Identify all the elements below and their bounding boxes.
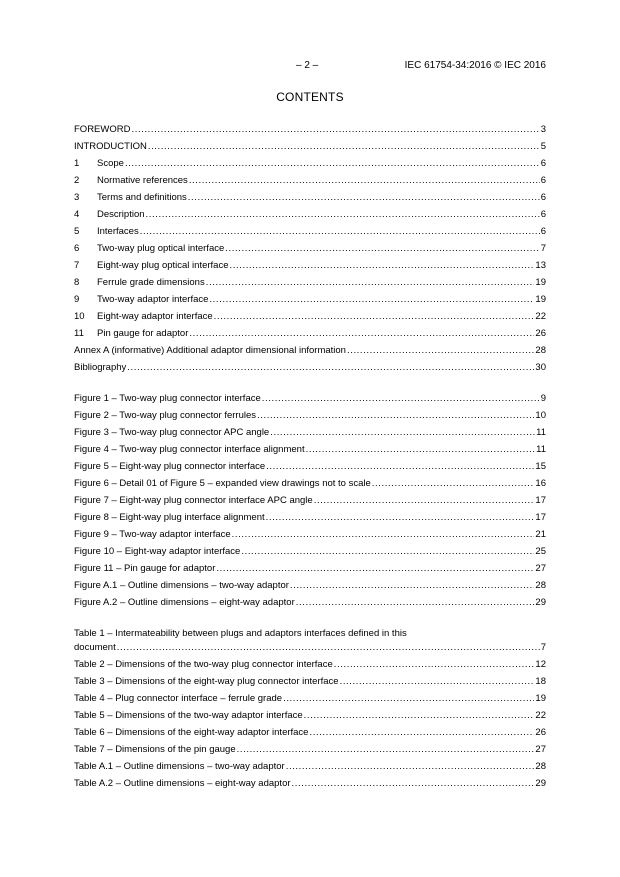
toc-entry[interactable] [74,155,546,172]
entry-number: 10 [74,311,85,322]
dot-leader [146,206,540,223]
table-entry[interactable] [74,707,546,724]
entry-page: 17 [535,495,546,506]
figure-entry[interactable] [74,543,546,560]
entry-title: FOREWORD [74,124,131,135]
entry-page: 7 [540,642,546,653]
entry-page: 19 [535,294,546,305]
entry-page: 5 [540,141,546,152]
dot-leader [225,240,539,257]
dot-leader [292,775,535,792]
entry-page: 28 [535,761,546,772]
entry-page: 7 [540,243,546,254]
entry-title: Two-way plug optical interface [97,243,225,254]
table-entry[interactable] [74,628,546,656]
entry-page: 9 [540,393,546,404]
dot-leader [214,308,535,325]
dot-leader [206,274,535,291]
entry-title: Table 2 – Dimensions of the two-way plug connector interface [74,659,333,670]
entry-title: Interfaces [97,226,139,237]
toc-entry[interactable] [74,257,546,274]
figure-entry[interactable] [74,492,546,509]
entry-title: Table 3 – Dimensions of the eight-way plug connector interface [74,676,339,687]
entry-title: Figure 11 – Pin gauge for adaptor [74,563,216,574]
entry-title: Figure 7 – Eight-way plug connector interface APC angle [74,495,313,506]
entry-title: Terms and definitions [97,192,187,203]
figure-entry[interactable] [74,441,546,458]
entry-page: 6 [540,209,546,220]
figure-entry[interactable] [74,509,546,526]
table-entry[interactable] [74,690,546,707]
page-number: – 2 – [296,60,319,71]
toc-entry[interactable] [74,206,546,223]
entry-number: 1 [74,158,80,169]
toc-entry[interactable] [74,172,546,189]
figure-entry[interactable] [74,577,546,594]
entry-number: 7 [74,260,80,271]
dot-leader [117,640,540,656]
dot-leader [309,724,534,741]
dot-leader [232,526,535,543]
toc-entry[interactable] [74,240,546,257]
entry-page: 26 [535,727,546,738]
entry-title: Table 4 – Plug connector interface – ferrule grade [74,693,283,704]
entry-page: 16 [535,478,546,489]
entry-title: Figure 10 – Eight-way adaptor interface [74,546,241,557]
entry-title: Two-way adaptor interface [97,294,209,305]
entry-page: 27 [535,744,546,755]
table-entry[interactable] [74,758,546,775]
entry-page: 22 [535,311,546,322]
entry-title: Table 7 – Dimensions of the pin gauge [74,744,236,755]
entry-page: 19 [535,277,546,288]
entry-title: Figure 3 – Two-way plug connector APC angle [74,427,270,438]
entry-number: 3 [74,192,80,203]
dot-leader [334,656,535,673]
figure-entry[interactable] [74,424,546,441]
entry-number: 2 [74,175,80,186]
table-entry[interactable] [74,656,546,673]
dot-leader [283,690,534,707]
table-entry[interactable] [74,775,546,792]
list-of-figures [74,390,546,611]
entry-page: 10 [535,410,546,421]
figure-entry[interactable] [74,475,546,492]
entry-title: Eight-way adaptor interface [97,311,213,322]
entry-page: 28 [535,580,546,591]
entry-number: 9 [74,294,80,305]
entry-title: Figure 1 – Two-way plug connector interface [74,393,261,404]
dot-leader [140,223,540,240]
toc-entry[interactable] [74,308,546,325]
entry-title: Table A.2 – Outline dimensions – eight-way adaptor [74,778,291,789]
entry-title: Table 6 – Dimensions of the eight-way adaptor interface [74,727,309,738]
entry-number: 5 [74,226,80,237]
entry-number: 6 [74,243,80,254]
entry-page: 30 [535,362,546,373]
dot-leader [347,342,534,359]
dot-leader [189,325,534,342]
entry-title: Figure A.1 – Outline dimensions – two-way adaptor [74,580,289,591]
entry-page: 13 [535,260,546,271]
entry-title: document [74,642,116,653]
figure-entry[interactable] [74,594,546,611]
entry-title: Figure 2 – Two-way plug connector ferrules [74,410,256,421]
document-code: IEC 61754-34:2016 © IEC 2016 [404,60,546,71]
contents-sections [74,121,546,376]
figure-entry[interactable] [74,526,546,543]
entry-page: 6 [540,158,546,169]
figure-entry[interactable] [74,458,546,475]
entry-page: 22 [535,710,546,721]
figure-entry[interactable] [74,407,546,424]
dot-leader [188,189,540,206]
entry-page: 6 [540,192,546,203]
dot-leader [131,121,539,138]
figure-entry[interactable] [74,560,546,577]
dot-leader [286,758,535,775]
entry-title: Figure 5 – Eight-way plug connector interface [74,461,266,472]
entry-page: 28 [535,345,546,356]
toc-entry[interactable] [74,189,546,206]
entry-page: 18 [535,676,546,687]
dot-leader [266,458,534,475]
table-entry[interactable] [74,673,546,690]
dot-leader [306,441,536,458]
dot-leader [241,543,534,560]
entry-title: Figure 6 – Detail 01 of Figure 5 – expanded view drawings not to scale [74,478,371,489]
entry-page: 21 [535,529,546,540]
dot-leader [148,138,540,155]
dot-leader [237,741,535,758]
toc-entry[interactable] [74,274,546,291]
entry-title-line2 [74,640,546,656]
entry-page: 6 [540,226,546,237]
page-title: CONTENTS [276,90,344,104]
toc-entry[interactable] [74,121,546,138]
entry-page: 17 [535,512,546,523]
entry-title: Eight-way plug optical interface [97,260,229,271]
dot-leader [127,359,534,376]
entry-page: 11 [536,427,546,438]
dot-leader [262,390,540,407]
dot-leader [372,475,535,492]
dot-leader [257,407,534,424]
entry-page: 25 [535,546,546,557]
entry-title: Table A.1 – Outline dimensions – two-way adaptor [74,761,285,772]
toc-entry[interactable] [74,291,546,308]
toc-entry[interactable] [74,359,546,376]
entry-page: 27 [535,563,546,574]
toc-entry[interactable] [74,325,546,342]
dot-leader [125,155,540,172]
dot-leader [296,594,535,611]
dot-leader [314,492,535,509]
entry-title: Scope [97,158,124,169]
toc-entry[interactable] [74,223,546,240]
entry-page: 29 [535,597,546,608]
entry-page: 6 [540,175,546,186]
entry-title: Normative references [97,175,188,186]
entry-page: 19 [535,693,546,704]
entry-title: Figure 8 – Eight-way plug interface alignment [74,512,265,523]
dot-leader [290,577,535,594]
dot-leader [189,172,540,189]
entry-title: Figure 4 – Two-way plug connector interface alignment [74,444,305,455]
toc-entry[interactable] [74,342,546,359]
entry-title: Annex A (informative) Additional adaptor dimensional information [74,345,346,356]
figure-entry[interactable] [74,390,546,407]
dot-leader [216,560,534,577]
entry-page: 29 [535,778,546,789]
entry-number: 8 [74,277,80,288]
entry-title-line1: Table 1 – Intermateability between plugs and adaptors interfaces defined in this [74,628,407,639]
dot-leader [340,673,535,690]
dot-leader [230,257,535,274]
entry-page: 26 [535,328,546,339]
entry-title: Bibliography [74,362,127,373]
list-of-tables [74,628,546,792]
table-entry[interactable] [74,741,546,758]
entry-title: Pin gauge for adaptor [97,328,189,339]
dot-leader [270,424,535,441]
entry-number: 11 [74,328,84,339]
entry-page: 3 [540,124,546,135]
entry-title: Table 5 – Dimensions of the two-way adaptor interface [74,710,303,721]
dot-leader [304,707,535,724]
entry-title: Figure 9 – Two-way adaptor interface [74,529,231,540]
dot-leader [209,291,534,308]
table-entry[interactable] [74,724,546,741]
dot-leader [266,509,535,526]
entry-title: INTRODUCTION [74,141,147,152]
toc-entry[interactable] [74,138,546,155]
entry-page: 15 [535,461,546,472]
entry-page: 12 [535,659,546,670]
entry-number: 4 [74,209,80,220]
entry-page: 11 [536,444,546,455]
entry-title: Figure A.2 – Outline dimensions – eight-way adaptor [74,597,295,608]
entry-title: Ferrule grade dimensions [97,277,205,288]
entry-title: Description [97,209,145,220]
